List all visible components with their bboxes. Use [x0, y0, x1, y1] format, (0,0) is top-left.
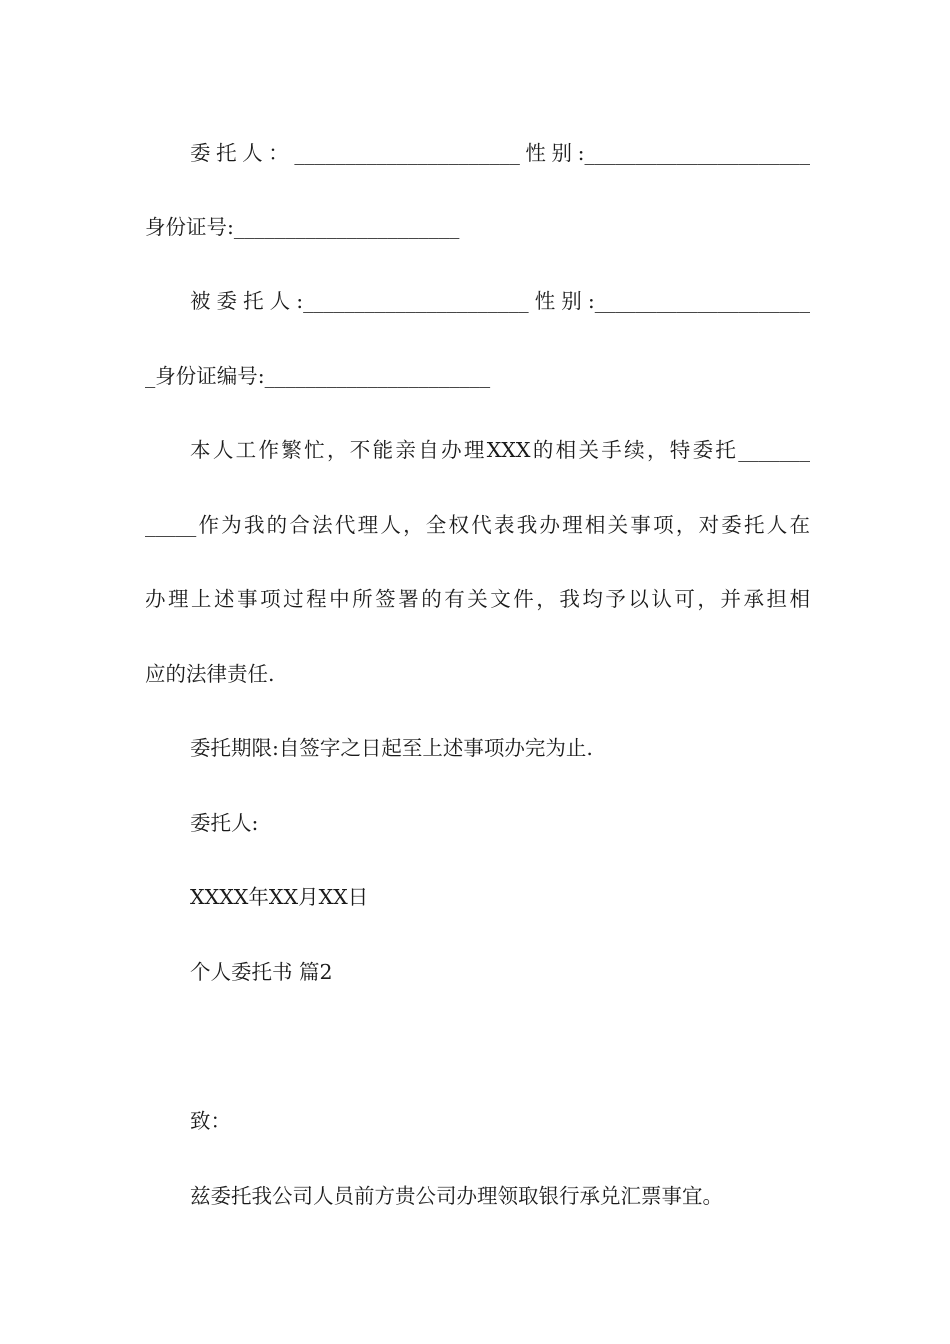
body-paragraph-line-2: _____作为我的合法代理人，全权代表我办理相关事项，对委托人在: [145, 513, 810, 537]
principal-signature-label: 委托人:: [190, 811, 259, 835]
agent-id-number-line: _身份证编号:______________________: [145, 364, 491, 388]
body-paragraph-line-4: 应的法律责任.: [145, 662, 275, 686]
agent-name-gender-line: 被委托人:______________________性别:_____________________: [190, 289, 810, 313]
principal-id-number-line: 身份证号:______________________: [145, 215, 460, 239]
salutation-line: 致：: [190, 1109, 231, 1133]
section-heading: 个人委托书 篇2: [190, 960, 333, 984]
body-paragraph-line-1: 本人工作繁忙，不能亲自办理XXX的相关手续，特委托_______: [190, 438, 810, 462]
letter-body-line: 兹委托我公司人员前方贵公司办理领取银行承兑汇票事宜。: [190, 1184, 723, 1208]
body-paragraph-line-3: 办理上述事项过程中所签署的有关文件，我均予以认可，并承担相: [145, 587, 810, 611]
date-line: XXXX年XX月XX日: [190, 885, 369, 909]
principal-name-gender-line: 委托人：______________________性别:______________________: [190, 141, 810, 165]
authorization-period-line: 委托期限:自签字之日起至上述事项办完为止.: [190, 736, 593, 760]
